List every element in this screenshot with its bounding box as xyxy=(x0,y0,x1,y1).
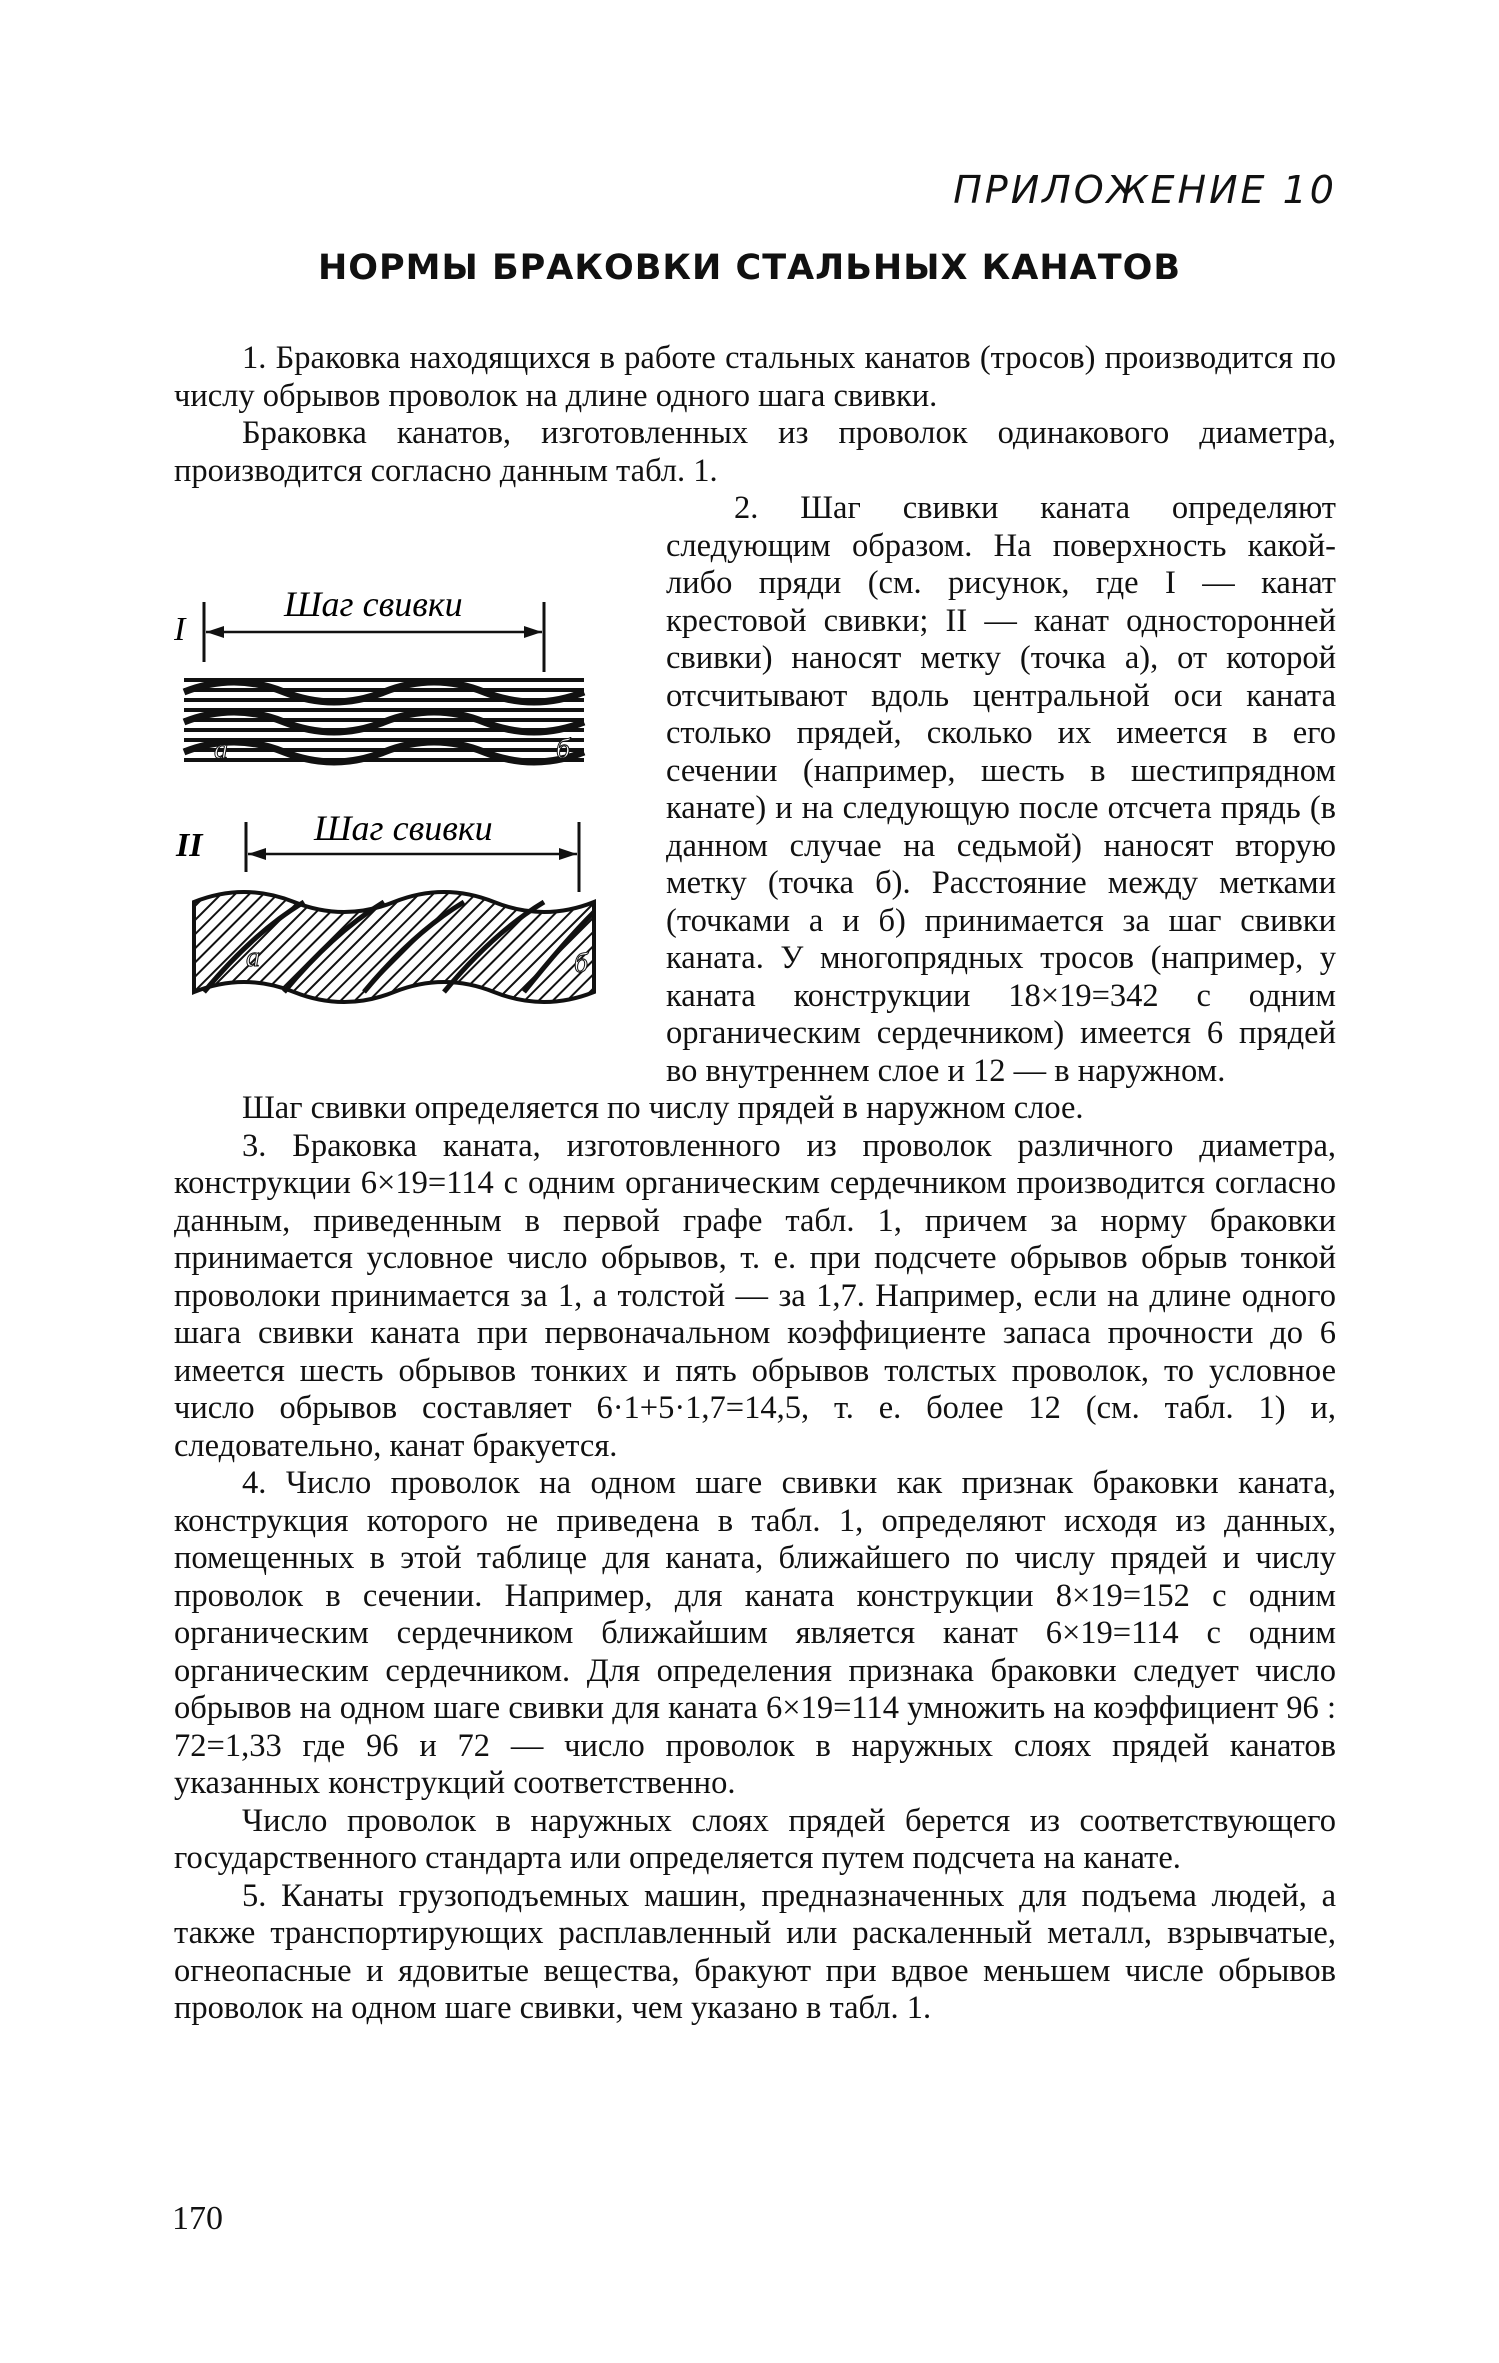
rope-1-mark-b: б xyxy=(556,734,571,765)
rope-2-arrow-right xyxy=(559,848,577,860)
paragraph-5: 3. Браковка каната, изготовленного из проволок различного диаметра, конструкции 6×19=114 с одним органическим сердечником производится согласно данным, приведенным в первой графе табл. 1, причем за норму браковки принимается условное число обрывов, т. е. при подсчете обрывов обрыв тонкой проволоки принимается за 1, а толстой — за 1,7. Например, если на длине одного шага свивки каната при первоначальном коэффициенте запаса прочности до 6 имеется шесть обрывов тонких и пять обрывов толстых проволок, то условное число обрывов составляет 6·1+5·1,7=14,5, т. е. более 12 (см. табл. 1) и, следовательно, канат бракуется. xyxy=(174,1127,1336,1464)
rope-2-numeral: II xyxy=(176,827,203,864)
rope-2-mark-b: б xyxy=(574,948,589,979)
paragraph-3-text: 2. Шаг свивки каната определяют следующим образом. На поверхность какой-либо пряди (см. рисунок, где I — канат крестовой свивки; II — канат односторонней свивки) наносят метку (точка а), от которой отсчитывают вдоль центральной оси каната столько прядей, сколько их имеется в его сечении (например, шесть в шестипрядном канате) и на следующую после отсчета прядь (в данном случае на седьмой) наносят вторую метку (точка б). Расстояние между метками (точками а и б) принимается за шаг свивки каната. У многопрядных тросов (например, у каната конструкции 18×19=342 с одним органическим сердечником) имеется 6 прядей во внутреннем слое и 12 — в наружном. xyxy=(666,490,1336,1089)
paragraph-2: Браковка канатов, изготовленных из проволок одинакового диаметра, производится согласно данным табл. 1. xyxy=(174,415,1336,489)
rope-1-arrow-right xyxy=(524,626,542,638)
rope-2-mark-a: а xyxy=(246,942,260,973)
paragraph-1: 1. Браковка находящихся в работе стальных канатов (тросов) производится по числу обрывов проволок на длине одного шага свивки. xyxy=(174,340,1336,414)
rope-diagram xyxy=(174,572,644,1076)
body-text xyxy=(174,340,1336,2028)
rope-2-caption: Шаг свивки xyxy=(314,808,493,848)
rope-lay-figure xyxy=(174,572,644,1076)
page-title: НОРМЫ БРАКОВКИ СТАЛЬНЫХ КАНАТОВ xyxy=(317,248,1182,288)
appendix-heading: ПРИЛОЖЕНИЕ 10 xyxy=(953,168,1337,212)
paragraph-6: 4. Число проволок на одном шаге свивки как признак браковки каната, конструкция которого не приведена в табл. 1, определяют исходя из данных, помещенных в этой таблице для каната, ближайшего по числу прядей и числу проволок в сечении. Например, для каната конструкции 8×19=152 с одним органическим сердечником ближайшим является канат 6×19=114 с одним органическим сердечником. Для определения признака браковки следует число обрывов на одном шаге свивки для каната 6×19=114 умножить на коэффициент 96 : 72=1,33 где 96 и 72 — число проволок в наружных слоях прядей канатов указанных конструкций соответственно. xyxy=(174,1465,1336,1801)
paragraph-4: Шаг свивки определяется по числу прядей в наружном слое. xyxy=(242,1090,1084,1126)
rope-1-caption: Шаг свивки xyxy=(284,584,463,624)
paragraph-7: Число проволок в наружных слоях прядей берется из соответствующего государственного стандарта или определяется путем подсчета на канате. xyxy=(174,1802,1336,1876)
rope-1-mark-a: а xyxy=(214,734,228,765)
rope-1-arrow-left xyxy=(206,626,224,638)
paragraph-3 xyxy=(174,490,1336,1090)
rope-2-arrow-left xyxy=(248,848,266,860)
page-number: 170 xyxy=(172,2200,223,2237)
paragraph-8: 5. Канаты грузоподъемных машин, предназначенных для подъема людей, а также транспортирующих расплавленный или раскаленный металл, взрывчатые, огнеопасные и ядовитые вещества, бракуют при вдвое меньшем числе обрывов проволок на одном шаге свивки, чем указано в табл. 1. xyxy=(174,1877,1336,2026)
rope-1-numeral: I xyxy=(174,611,186,648)
rope-1-strands xyxy=(184,672,584,772)
